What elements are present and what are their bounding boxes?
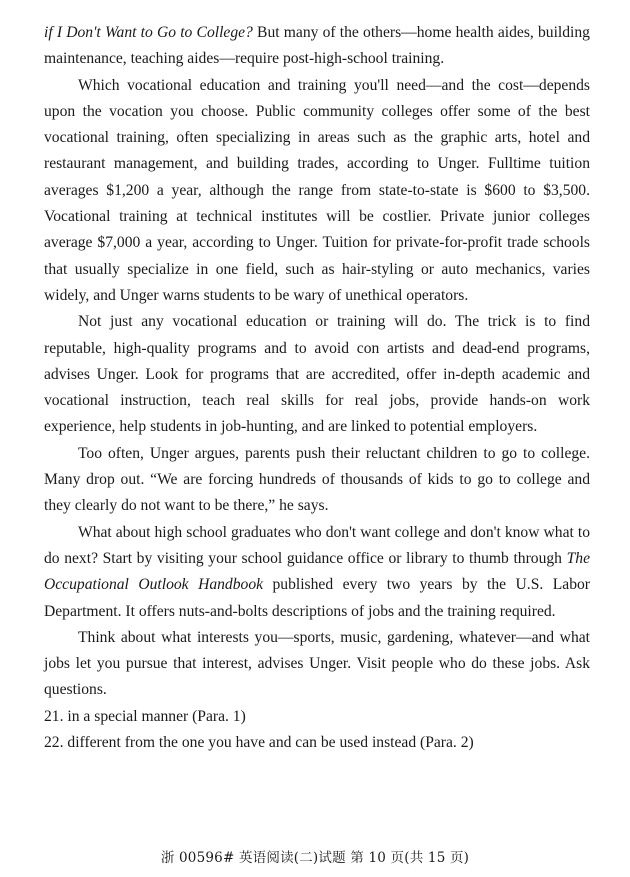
question-text: different from the one you have and can be used instead (Para. 2) bbox=[67, 734, 474, 752]
exam-page bbox=[44, 20, 590, 756]
question-number: 21. bbox=[44, 707, 64, 725]
paragraph-graduates-next bbox=[44, 520, 590, 625]
question-item bbox=[44, 730, 590, 756]
paragraph-quality-programs: Not just any vocational education or training will do. The trick is to find reputable, high-quality programs and to avoid con artists and dead-end programs, advises Unger. Look for programs that are accredited, offer in-depth academic and vocational instruction, teach real skills for real jobs, provide hands-on work experience, help students in job-hunting, and are linked to potential employers. bbox=[44, 313, 590, 436]
paragraph-interests: Think about what interests you—sports, music, gardening, whatever—and what jobs let you pursue that interest, advises Unger. Visit people who do these jobs. Ask questions. bbox=[44, 628, 590, 699]
page-footer: 浙 00596# 英语阅读(二)试题 第 10 页(共 15 页) bbox=[160, 850, 470, 866]
paragraph-text: But many of the others—home health aides, building maintenance, teaching aides—require post-high-school training. bbox=[44, 24, 590, 68]
question-number: 22. bbox=[44, 734, 64, 752]
paragraph-parents-push: Too often, Unger argues, parents push their reluctant children to go to college. Many drop out. “We are forcing hundreds of thousands of kids to go to college and they clearly do not want to be there,” he says. bbox=[44, 444, 590, 515]
question-item bbox=[44, 704, 590, 730]
question-text: in a special manner (Para. 1) bbox=[67, 707, 246, 725]
paragraph-vocational-costs: Which vocational education and training you'll need—and the cost—depends upon the vocation you choose. Public community colleges offer some of the best vocational training, often specializing in areas such as the graphic arts, hotel and restaurant management, and building trades, according to Unger. Fulltime tuition averages $1,200 a year, although the range from state-to-state is $600 to $3,500. Vocational training at technical institutes will be costlier. Private junior colleges average $7,000 a year, according to Unger. Tuition for private-for-profit trade schools that usually specialize in one field, such as hair-styling or auto mechanics, varies widely, and Unger warns students to be wary of unethical operators. bbox=[44, 76, 590, 304]
paragraph-text: published every two years by the U.S. Labor Department. It offers nuts-and-bolts descriptions of jobs and the training required. bbox=[44, 576, 590, 620]
book-title-italic: if I Don't Want to Go to College? bbox=[44, 24, 253, 41]
paragraph-continued bbox=[44, 20, 590, 73]
paragraph-text: What about high school graduates who don't want college and don't know what to do next? Start by visiting your school guidance office or library to thumb through bbox=[44, 523, 590, 567]
handbook-title-italic: The Occupational Outlook Handbook bbox=[44, 549, 590, 594]
